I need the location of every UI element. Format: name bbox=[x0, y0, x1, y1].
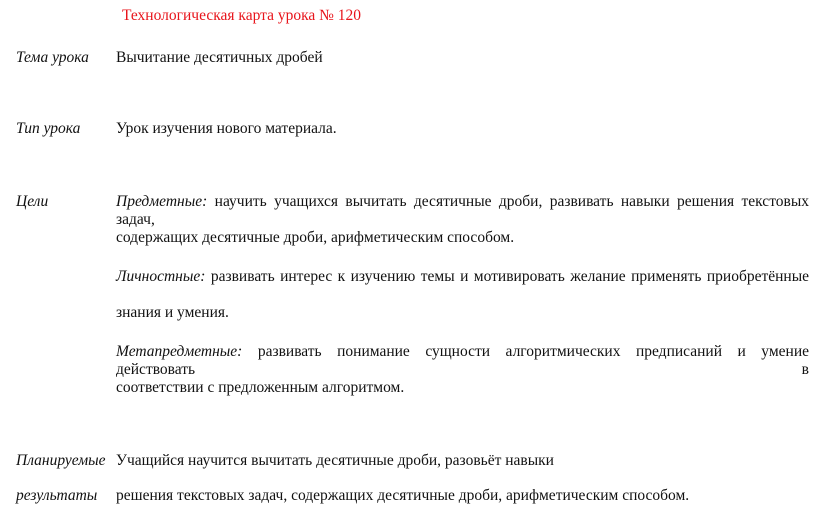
goals-meta-line1 bbox=[116, 343, 809, 378]
results-line2: решения текстовых задач, содержащих десятичные дроби, арифметическим способом. bbox=[116, 487, 690, 504]
goals-subject-text: научить учащихся вычитать десятичные дроби, развивать навыки решения текстовых задач, bbox=[116, 193, 809, 228]
type-value: Урок изучения нового материала. bbox=[116, 120, 337, 137]
results-label-line1: Планируемые bbox=[16, 452, 106, 469]
goals-personal-text: развивать интерес к изучению темы и мотивировать желание применять приобретённые bbox=[210, 268, 810, 285]
goals-personal-line1 bbox=[116, 268, 809, 288]
document-title: Технологическая карта урока № 120 bbox=[122, 7, 362, 24]
goals-subject-line1 bbox=[116, 193, 809, 228]
goals-personal-title: Личностные: bbox=[116, 268, 206, 285]
goals-meta-text: развивать понимание сущности алгоритмических предписаний и умение действовать в bbox=[116, 343, 809, 378]
goals-label: Цели bbox=[16, 193, 49, 210]
goals-personal-line2: знания и умения. bbox=[116, 304, 229, 321]
type-label: Тип урока bbox=[16, 120, 81, 137]
topic-label: Тема урока bbox=[16, 49, 89, 66]
goals-subject-title: Предметные: bbox=[116, 193, 208, 210]
goals-subject-line2: содержащих десятичные дроби, арифметическим способом. bbox=[116, 229, 515, 246]
results-line1: Учащийся научится вычитать десятичные дроби, разовьёт навыки bbox=[116, 452, 554, 469]
topic-value: Вычитание десятичных дробей bbox=[116, 49, 323, 66]
goals-meta-line2: соответствии с предложенным алгоритмом. bbox=[116, 379, 405, 396]
results-label-line2: результаты bbox=[16, 487, 98, 504]
goals-meta-title: Метапредметные: bbox=[116, 343, 243, 360]
